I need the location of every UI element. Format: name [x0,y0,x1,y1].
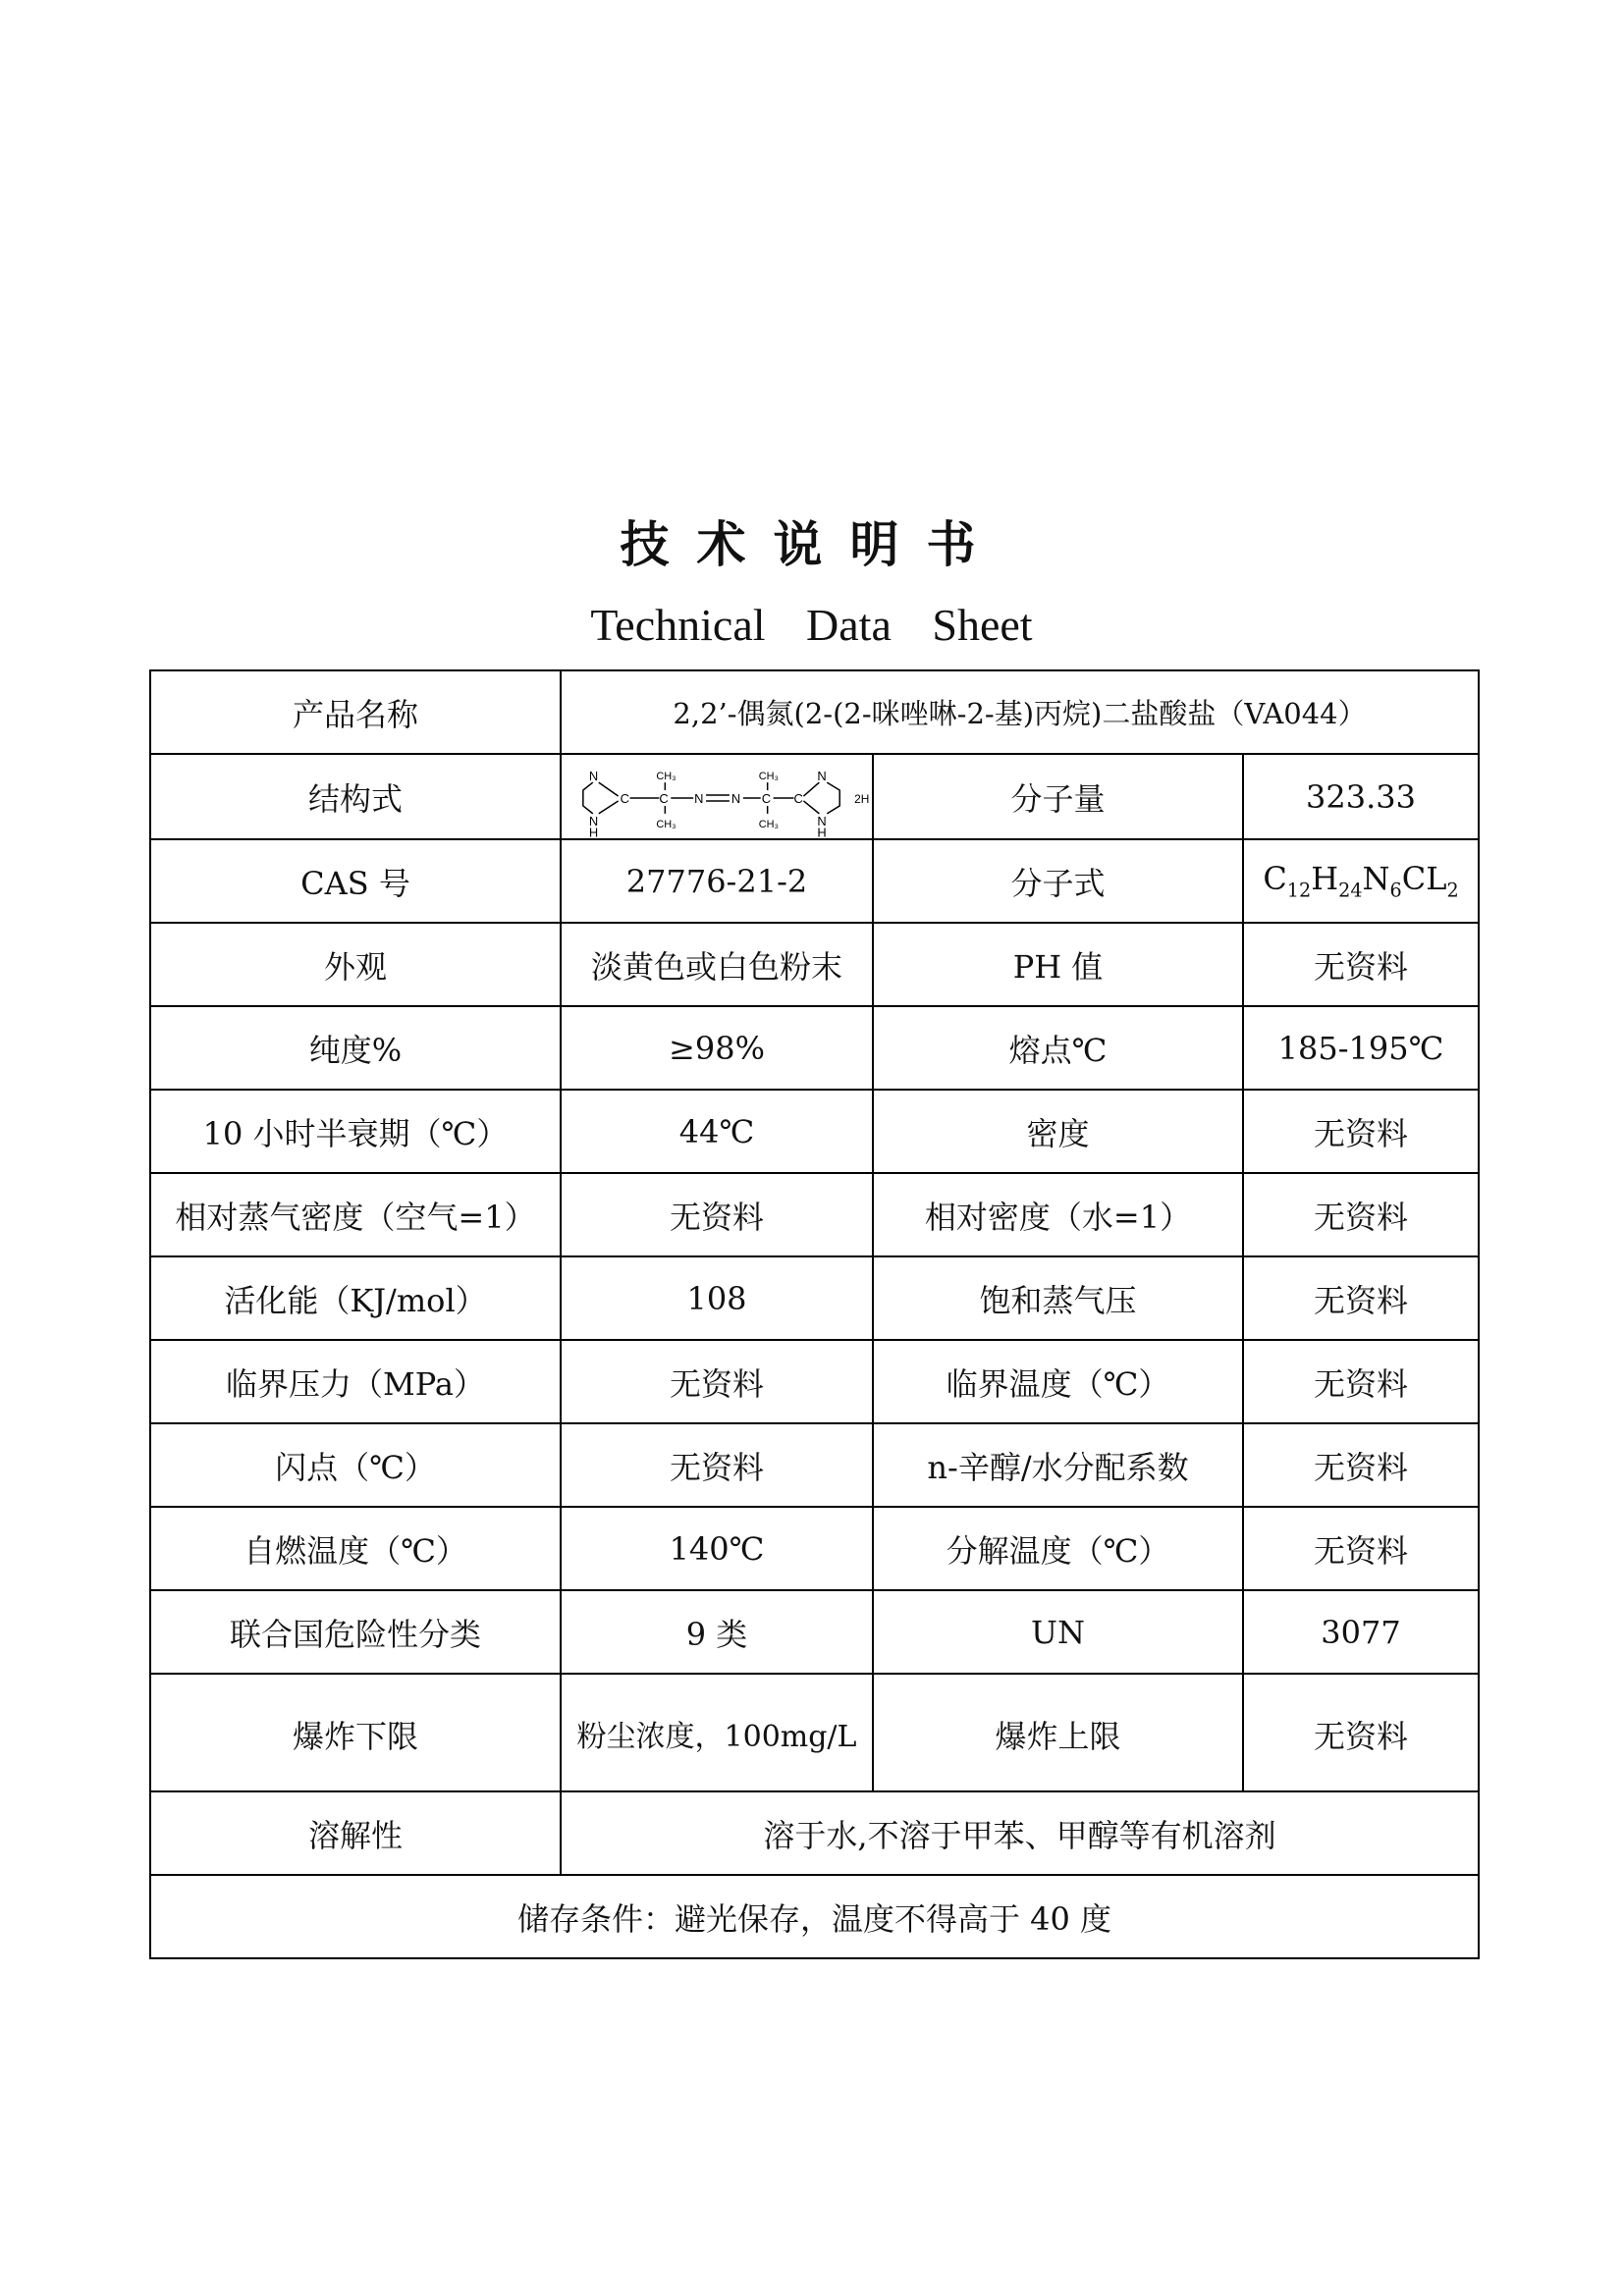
row-label-2: n-辛醇/水分配系数 [873,1423,1243,1507]
table-row [150,1423,1479,1507]
row-label-2: 熔点℃ [873,1006,1243,1090]
row-label-1: 临界压力（MPa） [150,1340,561,1423]
row-value-1: 44℃ [561,1090,873,1173]
formula-c-count: 12 [1286,879,1312,902]
methyl-upper-left: CH₃ [656,771,676,783]
row-label-2: 相对密度（水=1） [873,1173,1243,1256]
row-label-2: 饱和蒸气压 [873,1256,1243,1340]
value-cas: 27776-21-2 [561,839,873,923]
left-ring-bond [599,801,619,814]
row-label-1: 自燃温度（℃） [150,1507,561,1590]
table-row [150,1006,1479,1090]
row-label-1: 10 小时半衰期（℃） [150,1090,561,1173]
structure-cell [561,754,873,839]
formula-cl-count: 2 [1446,879,1459,902]
table-row [150,1674,1479,1791]
row-value-1: ≥98% [561,1006,873,1090]
row-value-1: 9 类 [561,1590,873,1674]
title-chinese: 技术说明书 [620,515,1003,573]
row-value-2: 无资料 [1243,1256,1479,1340]
row-value-1: 淡黄色或白色粉末 [561,923,873,1006]
atom-n-upper-left: N [588,769,599,784]
table-row [150,1507,1479,1590]
atom-n-lower-left: N [588,813,599,828]
atom-c-right-ring: C [793,790,803,806]
label-solubility: 溶解性 [150,1791,561,1875]
atom-n-lower-right: N [817,813,827,828]
salt-label: 2H [854,791,870,806]
methyl-upper-right: CH₃ [758,771,779,783]
row-value-1: 140℃ [561,1507,873,1590]
row-label-2: 密度 [873,1090,1243,1173]
row-label-2: 爆炸上限 [873,1674,1243,1791]
table-row [150,839,1479,923]
table-row [150,1090,1479,1173]
storage-conditions: 储存条件：避光保存，温度不得高于 40 度 [150,1875,1479,1958]
value-formula [1243,839,1479,923]
atom-c-right-quaternary: C [761,790,772,806]
row-value-2: 无资料 [1243,1507,1479,1590]
row-value-1: 无资料 [561,1340,873,1423]
atom-n-azo-left: N [694,790,704,806]
row-label-1: 爆炸下限 [150,1674,561,1791]
row-label-1: 外观 [150,923,561,1006]
row-value-1: 108 [561,1256,873,1340]
table-row [150,670,1479,754]
row-value-2: 3077 [1243,1590,1479,1674]
table-row [150,1875,1479,1958]
label-structure: 结构式 [150,754,561,839]
row-value-1: 粉尘浓度，100mg/L [561,1674,873,1791]
right-ring-bond [803,801,819,814]
row-value-2: 无资料 [1243,1674,1479,1791]
atom-n-upper-right: N [817,769,827,784]
label-molecular-weight: 分子量 [873,754,1243,839]
table-row [150,1256,1479,1340]
structural-formula-image [562,755,872,838]
formula-h: H [1311,860,1339,898]
row-value-1: 无资料 [561,1173,873,1256]
table-row [150,1590,1479,1674]
row-value-2: 无资料 [1243,1090,1479,1173]
row-value-2: 185-195℃ [1243,1006,1479,1090]
row-label-1: 纯度% [150,1006,561,1090]
table-row [150,923,1479,1006]
row-label-2: 临界温度（℃） [873,1340,1243,1423]
row-label-2: 分解温度（℃） [873,1507,1243,1590]
row-value-1: 无资料 [561,1423,873,1507]
value-molecular-weight: 323.33 [1243,754,1479,839]
formula-n: N [1362,860,1390,898]
label-cas: CAS 号 [150,839,561,923]
table-row [150,1340,1479,1423]
row-label-1: 相对蒸气密度（空气=1） [150,1173,561,1256]
row-label-1: 闪点（℃） [150,1423,561,1507]
value-product-name: 2,2’-偶氮(2-(2-咪唑啉-2-基)丙烷)二盐酸盐（VA044） [561,670,1479,754]
row-value-2: 无资料 [1243,923,1479,1006]
label-formula: 分子式 [873,839,1243,923]
row-value-2: 无资料 [1243,1173,1479,1256]
right-ring-bond [827,782,839,814]
row-label-1: 活化能（KJ/mol） [150,1256,561,1340]
value-solubility: 溶于水,不溶于甲苯、甲醇等有机溶剂 [561,1791,1479,1875]
formula-c: C [1263,860,1287,898]
row-label-2: UN [873,1590,1243,1674]
title-english: Technical Data Sheet [590,600,1033,650]
methyl-lower-left: CH₃ [656,818,676,830]
row-label-1: 联合国危险性分类 [150,1590,561,1674]
formula-cl: CL [1401,860,1447,898]
right-ring-bond [803,782,819,796]
spec-table [149,669,1480,1959]
formula-n-count: 6 [1389,879,1402,902]
methyl-lower-right: CH₃ [758,818,779,830]
table-row [150,1173,1479,1256]
formula-h-count: 24 [1338,879,1363,902]
left-ring-bond [599,782,619,796]
left-ring-bond [583,782,593,814]
atom-c-left-ring: C [620,790,629,806]
row-label-2: PH 值 [873,923,1243,1006]
table-row [150,1791,1479,1875]
label-product-name: 产品名称 [150,670,561,754]
atom-c-left-quaternary: C [659,790,669,806]
table-row [150,754,1479,839]
row-value-2: 无资料 [1243,1340,1479,1423]
atom-n-azo-right: N [730,790,741,806]
atom-h-right: H [817,825,827,838]
atom-h-left: H [588,825,599,838]
row-value-2: 无资料 [1243,1423,1479,1507]
